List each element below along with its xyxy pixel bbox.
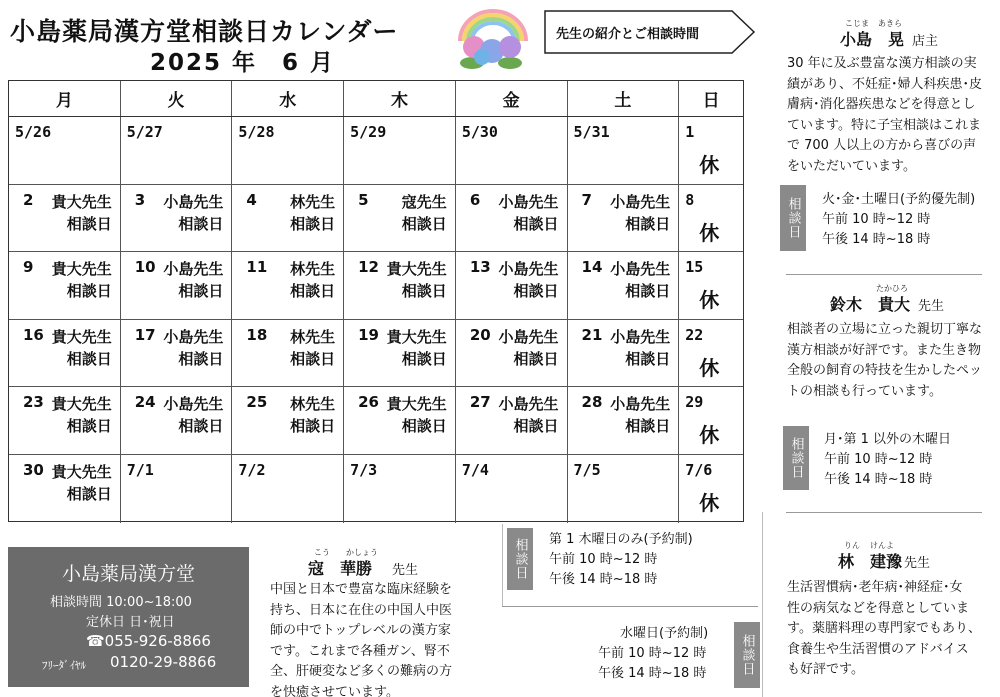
- day-number: 30: [23, 460, 44, 479]
- calendar-week-2: [9, 185, 743, 253]
- name-ruby: けんよ: [870, 541, 894, 550]
- desc-line: も好評です。: [787, 662, 864, 677]
- day-number: 19: [358, 325, 379, 344]
- weekday-wed: 水: [232, 81, 344, 116]
- sunday-cell: [679, 387, 743, 454]
- holiday-mark: 休: [699, 355, 720, 380]
- holiday-mark: 休: [699, 153, 720, 177]
- day-cell: [456, 185, 568, 252]
- desc-line: 生活習慣病･老年病･神経症･女: [787, 580, 963, 595]
- day-cell: [121, 320, 233, 387]
- consult-label: 相談日: [290, 349, 336, 368]
- consult-day-tag: 相談日: [780, 185, 806, 251]
- doctor-name: 小島先生: [498, 260, 559, 279]
- schedule-line: 午後 14 時~18 時: [824, 472, 933, 487]
- phone-number[interactable]: ☎055-926-8866: [86, 632, 211, 650]
- name-ruby: りん: [844, 541, 860, 550]
- consult-label: 相談日: [66, 214, 112, 233]
- day-number: 5: [358, 190, 369, 209]
- divider: [502, 524, 503, 606]
- closed-days: 定休日 日･祝日: [86, 615, 175, 630]
- day-cell: [9, 185, 121, 252]
- desc-line: 食養生や生活習慣のアドバイス: [787, 641, 969, 657]
- day-cell: [344, 185, 456, 252]
- consult-label: 相談日: [625, 417, 671, 436]
- doctor-kou-name: 寇 華勝: [308, 559, 373, 578]
- calendar-week-3: [9, 252, 743, 320]
- schedule-line: 午後 14 時~18 時: [822, 232, 931, 247]
- day-number: 14: [581, 258, 603, 277]
- suzuki-schedule: [824, 430, 951, 490]
- day-cell: [344, 117, 456, 184]
- consult-label: 相談日: [290, 214, 336, 233]
- calendar-week-5: [9, 387, 743, 455]
- consult-day-tag: 相談日: [507, 528, 533, 590]
- consult-label: 相談日: [178, 417, 224, 436]
- next-month-date: 7/2: [238, 460, 266, 479]
- day-cell: [568, 117, 680, 184]
- day-number: 12: [358, 258, 379, 277]
- weekday-sun: 日: [702, 91, 720, 111]
- consult-label: 相談日: [401, 417, 447, 436]
- consult-label: 相談日: [290, 417, 336, 436]
- doctor-name: 貴大先生: [386, 327, 447, 346]
- doctor-name: 貴大先生: [51, 260, 112, 279]
- consult-label: 相談日: [401, 349, 447, 368]
- day-number: 24: [134, 393, 156, 412]
- consult-label: 相談日: [66, 349, 112, 368]
- teacher-intro-button[interactable]: [544, 10, 756, 54]
- pharmacy-name: 小島薬局漢方堂: [61, 563, 195, 585]
- doctor-name: 貴大先生: [386, 260, 447, 279]
- day-cell: [121, 117, 233, 184]
- doctor-name: 林先生: [290, 327, 336, 346]
- day-cell: [232, 387, 344, 454]
- doctor-name: 貴大先生: [386, 395, 447, 414]
- day-cell: [456, 117, 568, 184]
- name-ruby: かしょう: [346, 548, 378, 557]
- calendar-week-4: [9, 320, 743, 388]
- day-cell: [232, 252, 344, 319]
- desc-line: を快癒させています。: [270, 684, 399, 697]
- doctor-suzuki-name: 鈴木 貴大: [830, 295, 911, 314]
- doctor-name: 小島先生: [610, 192, 671, 211]
- name-ruby: こじま: [845, 19, 869, 28]
- day-number: 13: [469, 258, 491, 277]
- sunday-date: 22: [685, 325, 704, 344]
- next-month-date: 7/3: [350, 460, 378, 479]
- schedule-line: 水曜日(予約制): [620, 626, 709, 641]
- consult-day-tag: 相談日: [734, 622, 760, 688]
- day-number: 7: [581, 190, 592, 209]
- weekday-thu: 木: [344, 81, 456, 116]
- sunday-cell: [679, 455, 743, 523]
- desc-line: ています。特に子宝相談はこれま: [787, 117, 981, 133]
- june-calendar: [8, 80, 744, 522]
- prev-month-date: 5/26: [15, 123, 52, 141]
- consult-label: 相談日: [66, 484, 112, 503]
- sunday-date: 15: [685, 258, 704, 277]
- consult-label: 相談日: [625, 349, 671, 368]
- desc-line: 績があり、不妊症･婦人科疾患･皮: [787, 76, 983, 92]
- doctor-kojima-desc: [787, 54, 982, 177]
- day-cell: [568, 455, 680, 523]
- prev-month-date: 5/29: [350, 123, 387, 141]
- day-number: 28: [581, 393, 603, 412]
- weekday-header: [9, 81, 743, 117]
- consult-label: 相談日: [513, 417, 559, 436]
- doctor-name: 小島先生: [163, 395, 224, 414]
- kou-schedule: [549, 530, 693, 590]
- day-number: 9: [23, 258, 34, 277]
- doctor-name: 林先生: [290, 395, 336, 414]
- day-number: 27: [469, 393, 491, 412]
- doctor-name: 寇先生: [401, 192, 447, 211]
- doctor-hayashi-desc: [787, 578, 981, 681]
- calendar-title: 小島薬局漢方堂相談日カレンダー: [10, 17, 399, 46]
- day-cell: [456, 252, 568, 319]
- consult-label: 相談日: [66, 417, 112, 436]
- doctor-kou-desc: [270, 580, 452, 697]
- hayashi-schedule: [598, 624, 709, 684]
- consult-label: 相談日: [178, 349, 224, 368]
- freedial-label: ﾌﾘｰﾀﾞｲﾔﾙ: [42, 659, 86, 672]
- day-number: 18: [246, 325, 268, 344]
- desc-line: 漢方相談が好評です。また生き物: [787, 342, 981, 358]
- day-number: 25: [246, 393, 268, 412]
- desc-line: す。薬膳料理の専門家でもあり、: [787, 621, 981, 636]
- doctor-hayashi-name: 林 建豫: [838, 552, 903, 571]
- schedule-line: 午後 14 時~18 時: [598, 666, 707, 681]
- consult-hours: 相談時間 10:00~18:00: [50, 595, 192, 610]
- day-cell: [456, 387, 568, 454]
- desc-line: 30 年に及ぶ豊富な漢方相談の実: [787, 56, 977, 71]
- doctor-name: 貴大先生: [51, 327, 112, 346]
- consult-label: 相談日: [513, 349, 559, 368]
- holiday-mark: 休: [699, 423, 720, 448]
- prev-month-date: 5/28: [238, 123, 275, 141]
- doctor-kojima-role: 店主: [912, 34, 939, 49]
- schedule-line: 午前 10 時~12 時: [549, 552, 658, 567]
- schedule-line: 午後 14 時~18 時: [549, 572, 658, 587]
- freedial-number[interactable]: 0120-29-8866: [110, 653, 217, 671]
- calendar-week-6: [9, 455, 743, 523]
- doctor-name: 小島先生: [163, 260, 224, 279]
- day-number: 16: [23, 325, 44, 344]
- day-number: 6: [469, 190, 481, 209]
- desc-line: 持ち、日本に在住の中国人中医: [270, 602, 453, 618]
- consult-label: 相談日: [513, 214, 559, 233]
- day-number: 11: [246, 258, 268, 277]
- doctor-name: 小島先生: [498, 192, 559, 211]
- calendar-week-1: [9, 117, 743, 185]
- next-month-date: 7/4: [461, 460, 489, 479]
- schedule-line: 午前 10 時~12 時: [598, 646, 707, 661]
- day-cell: [9, 117, 121, 184]
- day-cell: [568, 185, 680, 252]
- desc-line: 全般の飼育の特技を生かしたペッ: [787, 363, 983, 378]
- doctor-name: 貴大先生: [51, 462, 112, 481]
- weekday-sat: 土: [568, 81, 680, 116]
- day-cell: [344, 252, 456, 319]
- prev-month-date: 5/30: [461, 123, 498, 141]
- name-ruby: こう: [314, 548, 330, 557]
- doctor-name: 小島先生: [163, 192, 224, 211]
- day-cell: [232, 320, 344, 387]
- weekday-mon: 月: [9, 81, 121, 116]
- day-cell: [456, 455, 568, 523]
- doctor-kou-role: 先生: [392, 563, 419, 578]
- consult-label: 相談日: [625, 282, 671, 301]
- day-cell: [344, 387, 456, 454]
- weekday-fri: 金: [456, 81, 568, 116]
- next-month-date: 7/1: [126, 460, 154, 479]
- desc-line: トの相談も行っています。: [787, 383, 942, 399]
- day-cell: [232, 455, 344, 523]
- holiday-mark: 休: [699, 490, 720, 515]
- day-cell: [121, 387, 233, 454]
- schedule-line: 第 1 木曜日のみ(予約制): [549, 532, 693, 547]
- desc-line: をいただいています。: [787, 158, 916, 174]
- day-cell: [9, 455, 121, 523]
- day-cell: [232, 117, 344, 184]
- consult-label: 相談日: [513, 282, 559, 301]
- consult-label: 相談日: [401, 282, 447, 301]
- consult-label: 相談日: [66, 282, 112, 301]
- consult-label: 相談日: [401, 214, 447, 233]
- desc-line: で 700 人以上の方から喜びの声: [787, 138, 977, 153]
- divider: [786, 274, 982, 275]
- doctor-name: 小島先生: [610, 260, 671, 279]
- doctor-name: 貴大先生: [51, 395, 112, 414]
- desc-line: 膚病･消化器疾患などを得意とし: [787, 97, 976, 112]
- desc-line: 全、肝硬変など多くの難病の方: [270, 664, 453, 679]
- name-ruby: たかひろ: [876, 284, 908, 293]
- calendar-month: 2025 年 6 月: [150, 50, 336, 76]
- day-number: 26: [358, 393, 379, 412]
- consult-label: 相談日: [290, 282, 336, 301]
- day-number: 20: [469, 325, 491, 344]
- day-number: 2: [23, 190, 34, 209]
- day-cell: [9, 320, 121, 387]
- doctor-name: 小島先生: [610, 327, 671, 346]
- doctor-hayashi-role: 先生: [904, 556, 931, 571]
- consult-label: 相談日: [178, 282, 224, 301]
- teacher-intro-label: 先生の紹介とご相談時間: [556, 27, 700, 42]
- day-number: 23: [23, 393, 44, 412]
- doctor-name: 林先生: [290, 260, 336, 279]
- consult-label: 相談日: [625, 214, 671, 233]
- day-cell: [344, 320, 456, 387]
- sunday-cell: [679, 117, 743, 184]
- day-cell: [121, 252, 233, 319]
- day-number: 4: [246, 190, 257, 209]
- schedule-line: 午前 10 時~12 時: [824, 452, 933, 467]
- day-cell: [568, 387, 680, 454]
- desc-line: 性の病気などを得意としていま: [787, 600, 970, 616]
- next-month-date: 7/6: [685, 460, 713, 479]
- doctor-name: 小島先生: [610, 395, 671, 414]
- sunday-cell: [679, 320, 743, 387]
- next-month-date: 7/5: [573, 460, 601, 479]
- consult-day-tag: 相談日: [783, 426, 809, 490]
- doctor-name: 林先生: [290, 192, 336, 211]
- divider: [502, 606, 758, 607]
- name-ruby: あきら: [878, 19, 902, 28]
- hydrangea-rainbow-illustration: [452, 5, 534, 71]
- doctor-suzuki-desc: [787, 320, 982, 402]
- holiday-mark: 休: [699, 220, 720, 245]
- desc-line: 中国と日本で豊富な臨床経験を: [270, 582, 453, 597]
- kojima-schedule: [822, 190, 975, 250]
- doctor-name: 小島先生: [163, 327, 224, 346]
- doctor-name: 小島先生: [498, 327, 559, 346]
- sunday-date: 1: [685, 123, 695, 141]
- desc-line: 師の中でトップレベルの漢方家: [270, 623, 451, 638]
- day-number: 10: [134, 258, 156, 277]
- schedule-line: 火･金･土曜日(予約優先制): [822, 192, 976, 207]
- pharmacy-info-box: [8, 547, 249, 687]
- day-cell: [9, 252, 121, 319]
- day-number: 3: [134, 190, 146, 209]
- day-cell: [9, 387, 121, 454]
- day-cell: [232, 185, 344, 252]
- day-number: 17: [134, 325, 156, 344]
- sunday-date: 29: [685, 393, 704, 412]
- prev-month-date: 5/27: [126, 123, 163, 141]
- day-cell: [568, 252, 680, 319]
- prev-month-date: 5/31: [573, 123, 610, 141]
- desc-line: です。これまで各種ガン、腎不: [270, 643, 450, 659]
- sunday-cell: [679, 252, 743, 319]
- day-cell: [121, 185, 233, 252]
- sunday-cell: [679, 185, 743, 252]
- divider: [762, 512, 763, 697]
- doctor-suzuki-role: 先生: [918, 299, 945, 314]
- doctor-name: 貴大先生: [51, 192, 112, 211]
- day-number: 21: [581, 325, 603, 344]
- schedule-line: 午前 10 時~12 時: [822, 212, 931, 227]
- holiday-mark: 休: [699, 288, 720, 313]
- weekday-tue: 火: [121, 81, 233, 116]
- day-cell: [456, 320, 568, 387]
- doctor-kojima-name: 小島 晃: [840, 30, 905, 49]
- day-cell: [121, 455, 233, 523]
- sunday-date: 8: [685, 190, 695, 209]
- day-cell: [568, 320, 680, 387]
- desc-line: 相談者の立場に立った親切丁寧な: [787, 322, 983, 337]
- day-cell: [344, 455, 456, 523]
- consult-label: 相談日: [178, 214, 224, 233]
- doctor-name: 小島先生: [498, 395, 559, 414]
- divider: [786, 512, 982, 513]
- schedule-line: 月･第 1 以外の木曜日: [824, 432, 952, 447]
